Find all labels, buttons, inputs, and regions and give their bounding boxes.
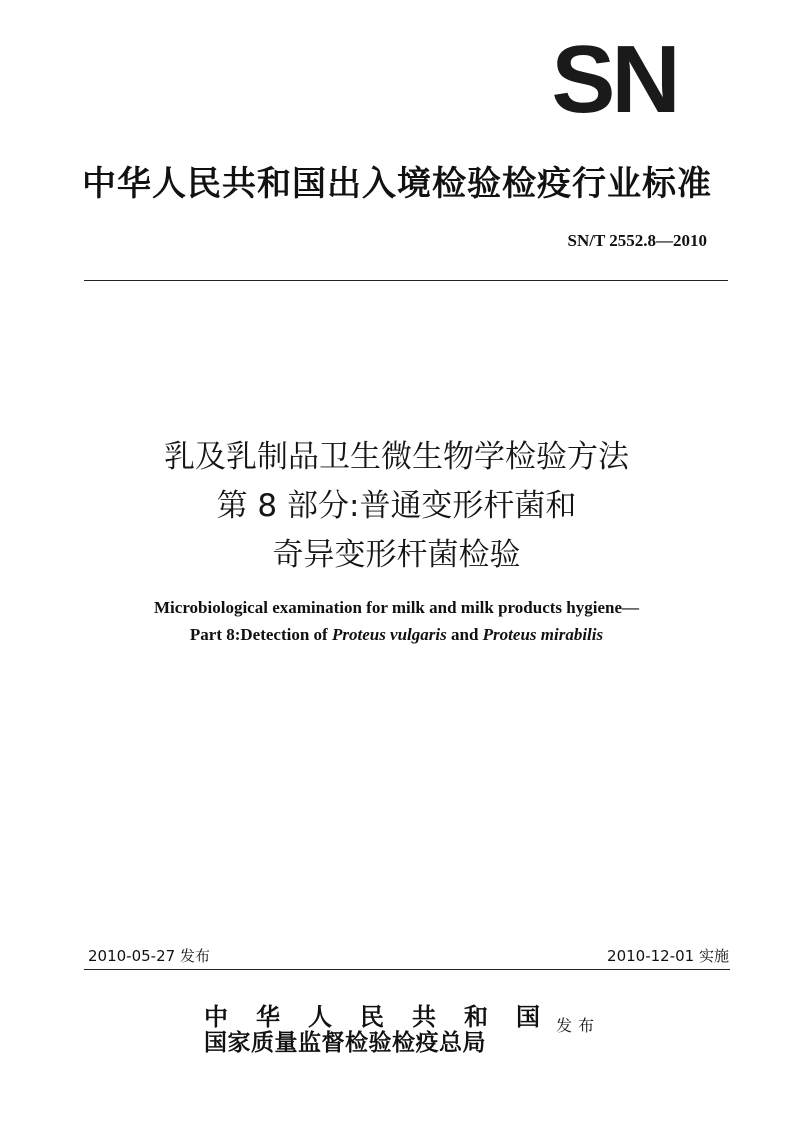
issue-label: 发布: [556, 1016, 601, 1035]
top-divider: [84, 280, 728, 281]
issuer-char: 民: [360, 1002, 384, 1031]
authority-title: 中华人民共和国出入境检验检疫行业标准: [82, 164, 712, 204]
species-proteus-vulgaris: Proteus vulgaris: [331, 625, 447, 644]
species-proteus-mirabilis: Proteus mirabilis: [482, 625, 604, 644]
en-title-line1: Microbiological examination for milk and milk products hygiene—: [154, 598, 639, 617]
en-title-prefix: Part 8:Detection of: [189, 625, 332, 644]
cn-title-line3: 奇异变形杆菌检验: [272, 537, 521, 573]
sn-logo: [534, 38, 694, 118]
bottom-divider: [84, 969, 730, 970]
publish-date: 2010-05-27 发布: [88, 947, 210, 965]
sn-logo-graphic: [534, 38, 694, 118]
standard-number: SN/T 2552.8—2010: [567, 231, 707, 250]
cn-title-line2: 第 8 部分:普通变形杆菌和: [216, 488, 577, 524]
issuer-char: 共: [412, 1002, 436, 1031]
issuer-char: 国: [516, 1002, 540, 1031]
en-title-and: and: [446, 625, 483, 644]
sn-logo-text: SN: [551, 38, 677, 118]
en-title-line2: [0, 625, 793, 645]
issuer-char: 和: [464, 1002, 488, 1031]
issuer-agency: 国家质量监督检验检疫总局: [204, 1029, 486, 1056]
issuer-char: 中: [204, 1002, 228, 1031]
issuer-char: 华: [256, 1002, 280, 1031]
cn-title-line1: 乳及乳制品卫生微生物学检验方法: [164, 439, 629, 475]
implement-date: 2010-12-01 实施: [607, 947, 729, 965]
issuer-char: 人: [308, 1002, 332, 1031]
